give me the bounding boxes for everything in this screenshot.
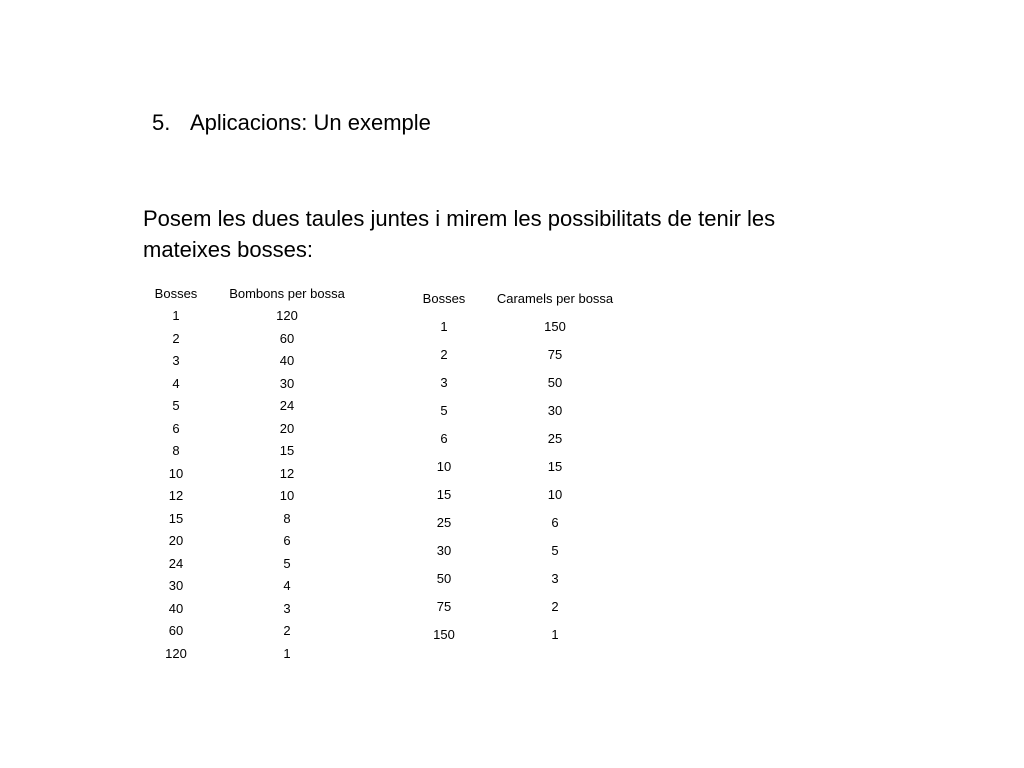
table-row [414,536,636,564]
table-cell: 6 [551,514,559,530]
slide-heading [152,109,431,137]
table-row [414,340,636,368]
table-cell: 3 [551,570,559,586]
table-header-row [146,282,368,305]
table-cell: 15 [279,443,295,459]
table-cell: 15 [547,458,563,474]
table-cell: 2 [440,346,448,362]
table-cell: 30 [168,578,184,594]
table-row [146,552,368,575]
table-cell: 75 [436,598,452,614]
table-cell: 15 [436,486,452,502]
table-row [146,485,368,508]
table-cell: 5 [172,398,180,414]
table-cell: 4 [172,375,180,391]
table-header-row [414,284,636,312]
column-header: Bombons per bossa [229,285,345,301]
table-row [146,440,368,463]
table-cell: 5 [551,542,559,558]
table-row [146,620,368,643]
table-row [146,305,368,328]
caramels-table-body [414,312,636,648]
table-cell: 2 [283,623,291,639]
table-cell: 20 [279,420,295,436]
table-cell: 2 [172,330,180,346]
table-cell: 25 [547,430,563,446]
table-cell: 1 [283,645,291,661]
table-row [146,395,368,418]
bombons-table [146,282,368,665]
table-cell: 6 [283,533,291,549]
column-header: Bosses [154,285,198,301]
table-cell: 10 [436,458,452,474]
table-cell: 150 [544,318,566,334]
table-cell: 120 [276,308,298,324]
table-row [146,327,368,350]
table-cell: 30 [279,375,295,391]
table-cell: 4 [283,578,291,594]
table-cell: 24 [279,398,295,414]
table-cell: 3 [440,374,448,390]
table-row [146,530,368,553]
intro-paragraph: Posem les dues taules juntes i mirem les possibilitats de tenir les mateixes bosses: [143,206,776,262]
table-cell: 30 [436,542,452,558]
table-row [146,597,368,620]
table-cell: 3 [283,600,291,616]
table-row [146,350,368,373]
table-cell: 2 [551,598,559,614]
table-row [146,507,368,530]
table-row [414,368,636,396]
table-row [146,417,368,440]
table-cell: 6 [172,420,180,436]
table-cell: 120 [165,645,187,661]
table-row [414,592,636,620]
table-cell: 5 [283,555,291,571]
table-cell: 24 [168,555,184,571]
table-cell: 10 [547,486,563,502]
heading-number: 5. [152,110,171,135]
table-row [414,424,636,452]
table-row [414,396,636,424]
table-cell: 40 [168,600,184,616]
caramels-table [414,284,636,648]
table-row [414,480,636,508]
heading-text: Aplicacions: Un exemple [190,110,431,135]
table-cell: 1 [551,626,559,642]
table-cell: 60 [168,623,184,639]
table-cell: 75 [547,346,563,362]
table-cell: 50 [436,570,452,586]
table-cell: 3 [172,353,180,369]
column-header: Bosses [422,290,466,306]
table-cell: 150 [433,626,455,642]
table-cell: 15 [168,510,184,526]
table-row [414,620,636,648]
table-cell: 8 [172,443,180,459]
table-cell: 1 [172,308,180,324]
table-row [146,575,368,598]
table-cell: 12 [168,488,184,504]
table-row [146,372,368,395]
column-header: Caramels per bossa [496,290,614,306]
table-row [414,508,636,536]
table-cell: 5 [440,402,448,418]
table-row [146,462,368,485]
table-cell: 10 [279,488,295,504]
table-cell: 1 [440,318,448,334]
table-cell: 6 [440,430,448,446]
table-cell: 10 [168,465,184,481]
table-row [146,642,368,665]
table-cell: 60 [279,330,295,346]
table-cell: 8 [283,510,291,526]
table-cell: 30 [547,402,563,418]
bombons-table-body [146,305,368,665]
table-cell: 25 [436,514,452,530]
table-cell: 20 [168,533,184,549]
table-row [414,564,636,592]
table-row [414,452,636,480]
table-cell: 40 [279,353,295,369]
table-row [414,312,636,340]
table-cell: 12 [279,465,295,481]
table-cell: 50 [547,374,563,390]
